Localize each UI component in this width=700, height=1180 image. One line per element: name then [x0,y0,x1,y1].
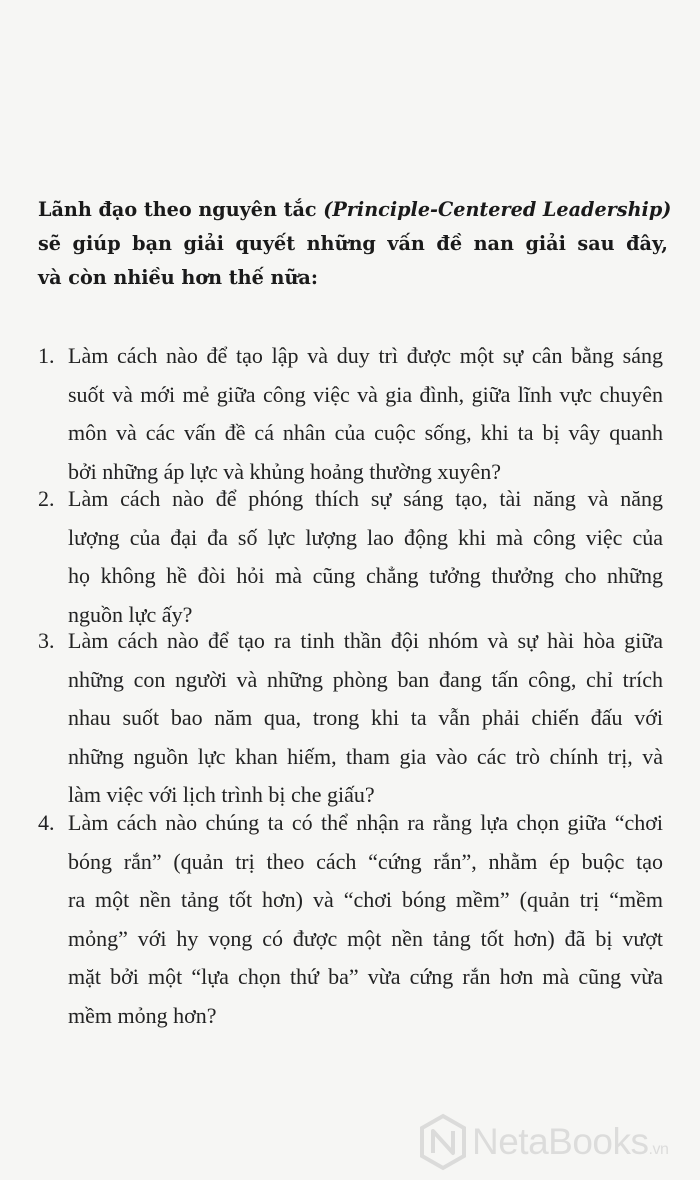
intro-line-3: và còn nhiều hơn thế nữa: [38,266,318,289]
question-line: suốt và mới mẻ giữa công việc và gia đình, giữa lĩnh vực chuyên [68,381,663,407]
question-line: nguồn lực ấy? [68,601,193,627]
question-item-3 [38,622,663,815]
question-line: họ không hề đòi hỏi mà cũng chẳng tưởng thưởng cho những [68,563,663,588]
question-item-1 [38,337,663,491]
question-line: mềm mỏng hơn? [68,1002,217,1028]
question-text [68,804,663,1035]
question-number: 3. [38,628,55,653]
question-line: Làm cách nào để tạo lập và duy trì được một sự cân bằng sáng [68,343,663,368]
question-line: những con người và những phòng ban đang tấn công, chỉ trích [68,666,663,692]
book-title-italic: (Principle-Centered Leadership) [323,198,672,221]
question-line: Làm cách nào để tạo ra tinh thần đội nhóm và sự hài hòa giữa [68,628,663,653]
watermark-tld: .vn [648,1141,669,1158]
question-line: mỏng” với hy vọng có được một nền tảng tốt hơn) đã bị vượt [68,925,663,951]
question-line: những nguồn lực khan hiếm, tham gia vào các trò chính trị, và [68,743,663,769]
question-text [68,622,663,815]
question-line: môn và các vấn đề cá nhân của cuộc sống, khi ta bị vây quanh [68,420,663,445]
netabooks-watermark [418,1112,688,1172]
question-line: nhau suốt bao năm qua, trong khi ta vẫn phải chiến đấu với [68,705,663,730]
question-line: bởi những áp lực và khủng hoảng thường xuyên? [68,458,501,484]
question-line: mặt bởi một “lựa chọn thứ ba” vừa cứng rắn hơn mà cũng vừa [68,964,663,989]
question-line: làm việc với lịch trình bị che giấu? [68,782,375,807]
question-line: Làm cách nào chúng ta có thể nhận ra rằng lựa chọn giữa “chơi [68,810,663,835]
question-line: bóng rắn” (quản trị theo cách “cứng rắn”, nhằm ép buộc tạo [68,848,663,874]
question-line: Làm cách nào để phóng thích sự sáng tạo, tài năng và năng [68,486,663,511]
question-item-4 [38,804,663,1035]
question-number: 4. [38,810,55,835]
question-text [68,480,663,634]
intro-paragraph [38,193,672,295]
question-item-2 [38,480,663,634]
intro-line-1: Lãnh đạo theo nguyên tắc (Principle-Centered Leadership) [38,198,672,221]
question-number: 2. [38,486,55,511]
intro-line-2: sẽ giúp bạn giải quyết những vấn đề nan giải sau đây, [38,232,668,255]
watermark-brand-text: NetaBooks.vn [472,1121,669,1162]
question-number: 1. [38,343,55,368]
netabooks-n-hexagon-icon [418,1113,468,1171]
question-text [68,337,663,491]
question-line: lượng của đại đa số lực lượng lao động khi mà công việc của [68,524,663,550]
question-line: ra một nền tảng tốt hơn) và “chơi bóng mềm” (quản trị “mềm [68,887,663,912]
